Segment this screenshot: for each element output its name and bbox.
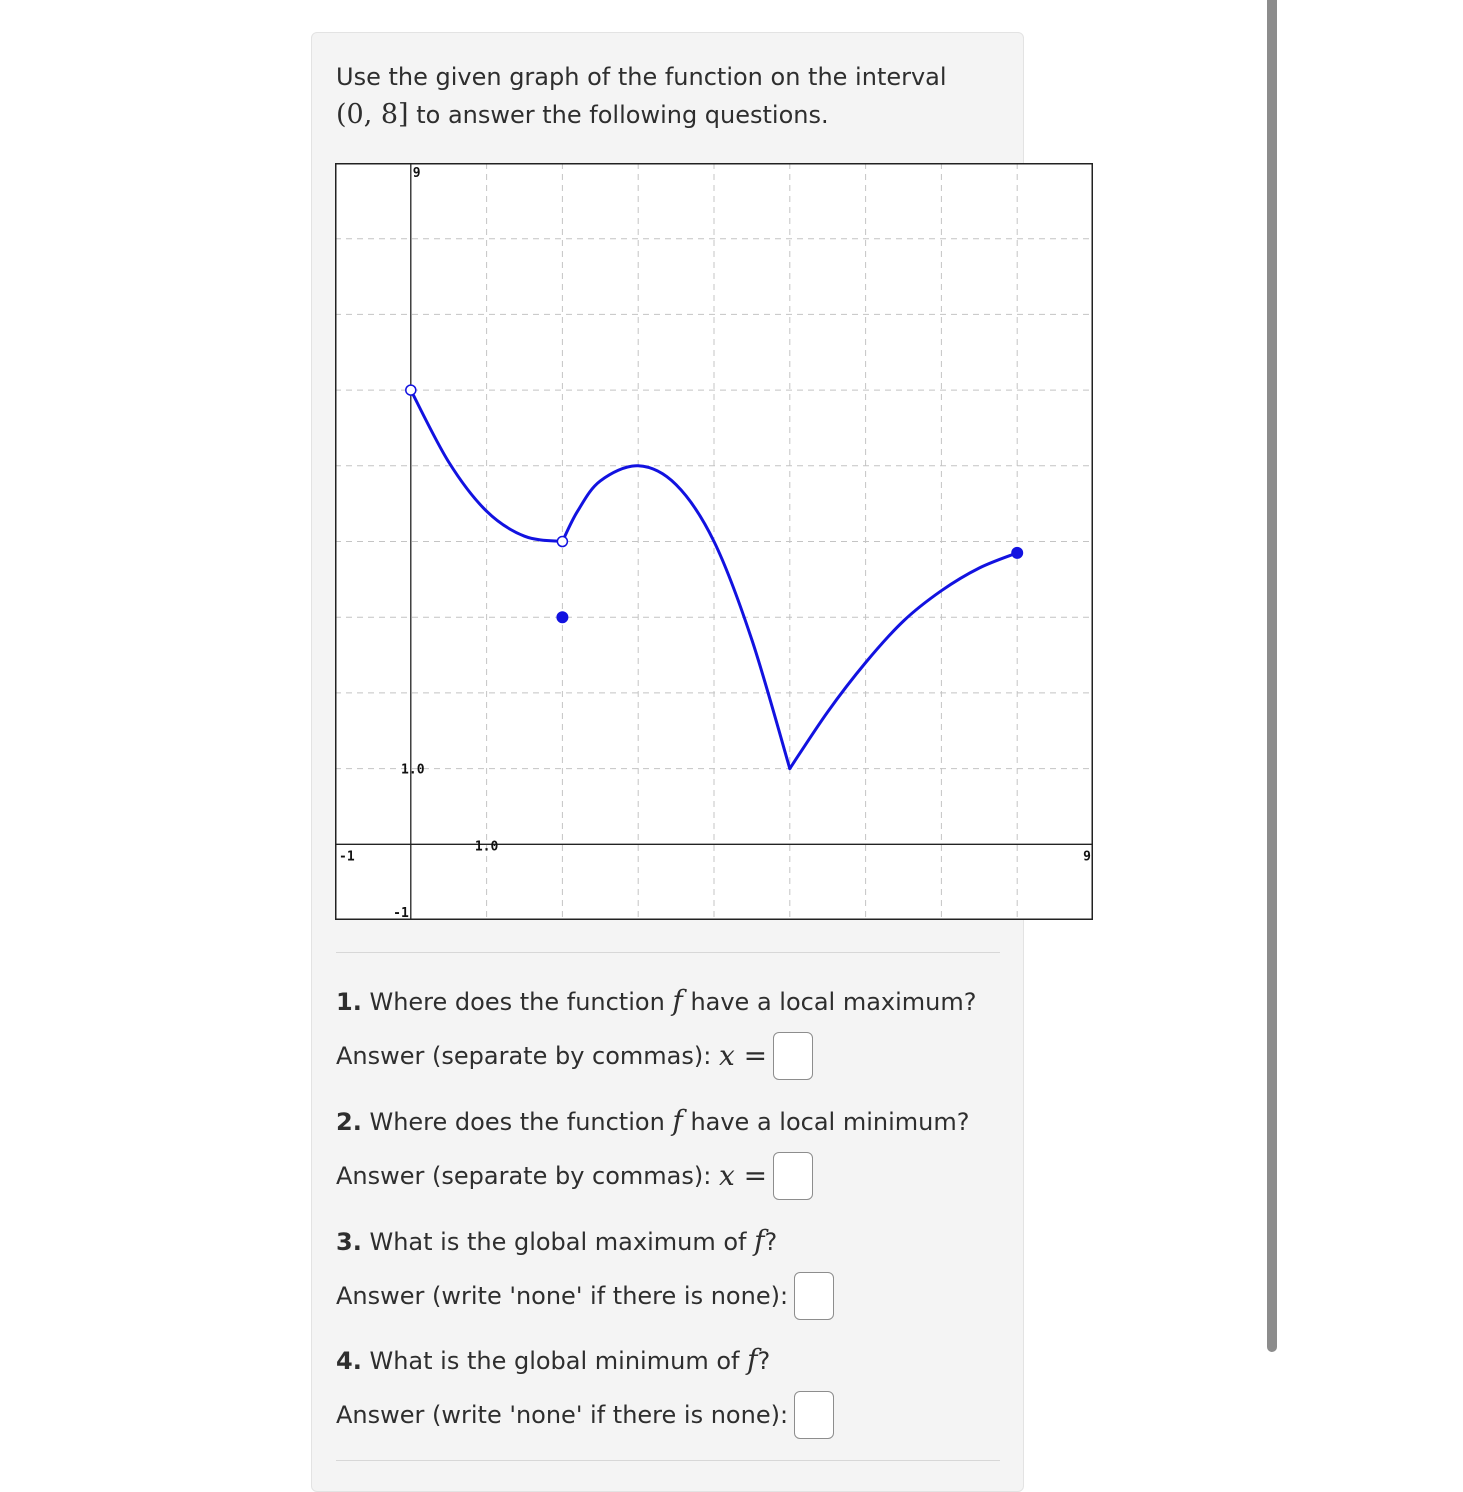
closed-point	[557, 612, 568, 623]
y-step-tick-label: 1.0	[401, 762, 425, 778]
question-1-answer-input[interactable]	[773, 1032, 813, 1080]
question-4	[336, 1344, 1016, 1440]
question-3-prompt-before: What is the global maximum of	[369, 1228, 747, 1256]
question-2-answer-input[interactable]	[773, 1152, 813, 1200]
question-4-prompt-before: What is the global minimum of	[369, 1347, 740, 1375]
question-4-answer-input[interactable]	[794, 1391, 834, 1439]
question-4-number: 4.	[336, 1347, 362, 1375]
x-min-tick-label: -1	[339, 849, 355, 865]
question-3-answer-label: Answer (write 'none' if there is none):	[336, 1282, 789, 1310]
closed-point	[1012, 547, 1023, 558]
problem-statement	[336, 58, 996, 134]
y-min-tick-label: -1	[393, 906, 409, 920]
question-1-var: f	[672, 984, 683, 1017]
question-1	[336, 985, 1016, 1081]
open-point	[406, 385, 416, 395]
question-2-answer-label: Answer (separate by commas):	[336, 1162, 712, 1190]
open-point	[557, 537, 567, 547]
question-3-prompt-after: ?	[764, 1228, 778, 1256]
interval-math: (0, 8]	[336, 99, 409, 130]
curve-piece-3	[790, 553, 1017, 769]
y-max-tick-label: 9	[412, 166, 421, 181]
question-1-prompt-before: Where does the function	[369, 988, 665, 1016]
question-2-number: 2.	[336, 1108, 362, 1136]
question-2	[336, 1105, 1016, 1201]
question-3-answer-input[interactable]	[794, 1272, 834, 1320]
separator	[336, 952, 1000, 953]
function-graph	[335, 163, 1093, 920]
question-1-answer-label: Answer (separate by commas):	[336, 1042, 712, 1070]
question-3	[336, 1225, 1016, 1321]
question-3-var: f	[754, 1224, 765, 1257]
question-2-var: f	[672, 1104, 683, 1137]
question-4-answer-label: Answer (write 'none' if there is none):	[336, 1401, 789, 1429]
bottom-separator	[336, 1460, 1000, 1461]
question-2-prompt-after: have a local minimum?	[690, 1108, 970, 1136]
question-1-answer-math: x =	[718, 1039, 768, 1072]
intro-text-before: Use the given graph of the function on the interval	[336, 63, 947, 91]
intro-text-after: to answer the following questions.	[416, 101, 829, 129]
question-2-answer-math: x =	[718, 1159, 768, 1192]
question-1-prompt-after: have a local maximum?	[690, 988, 977, 1016]
question-4-prompt-after: ?	[757, 1347, 771, 1375]
graph-svg	[335, 163, 1093, 920]
question-4-var: f	[747, 1343, 758, 1376]
question-3-number: 3.	[336, 1228, 362, 1256]
question-2-prompt-before: Where does the function	[369, 1108, 665, 1136]
x-step-tick-label: 1.0	[474, 839, 499, 855]
page-scrollbar[interactable]	[1267, 0, 1277, 1352]
question-1-number: 1.	[336, 988, 362, 1016]
x-max-tick-label: 9	[1083, 849, 1091, 865]
